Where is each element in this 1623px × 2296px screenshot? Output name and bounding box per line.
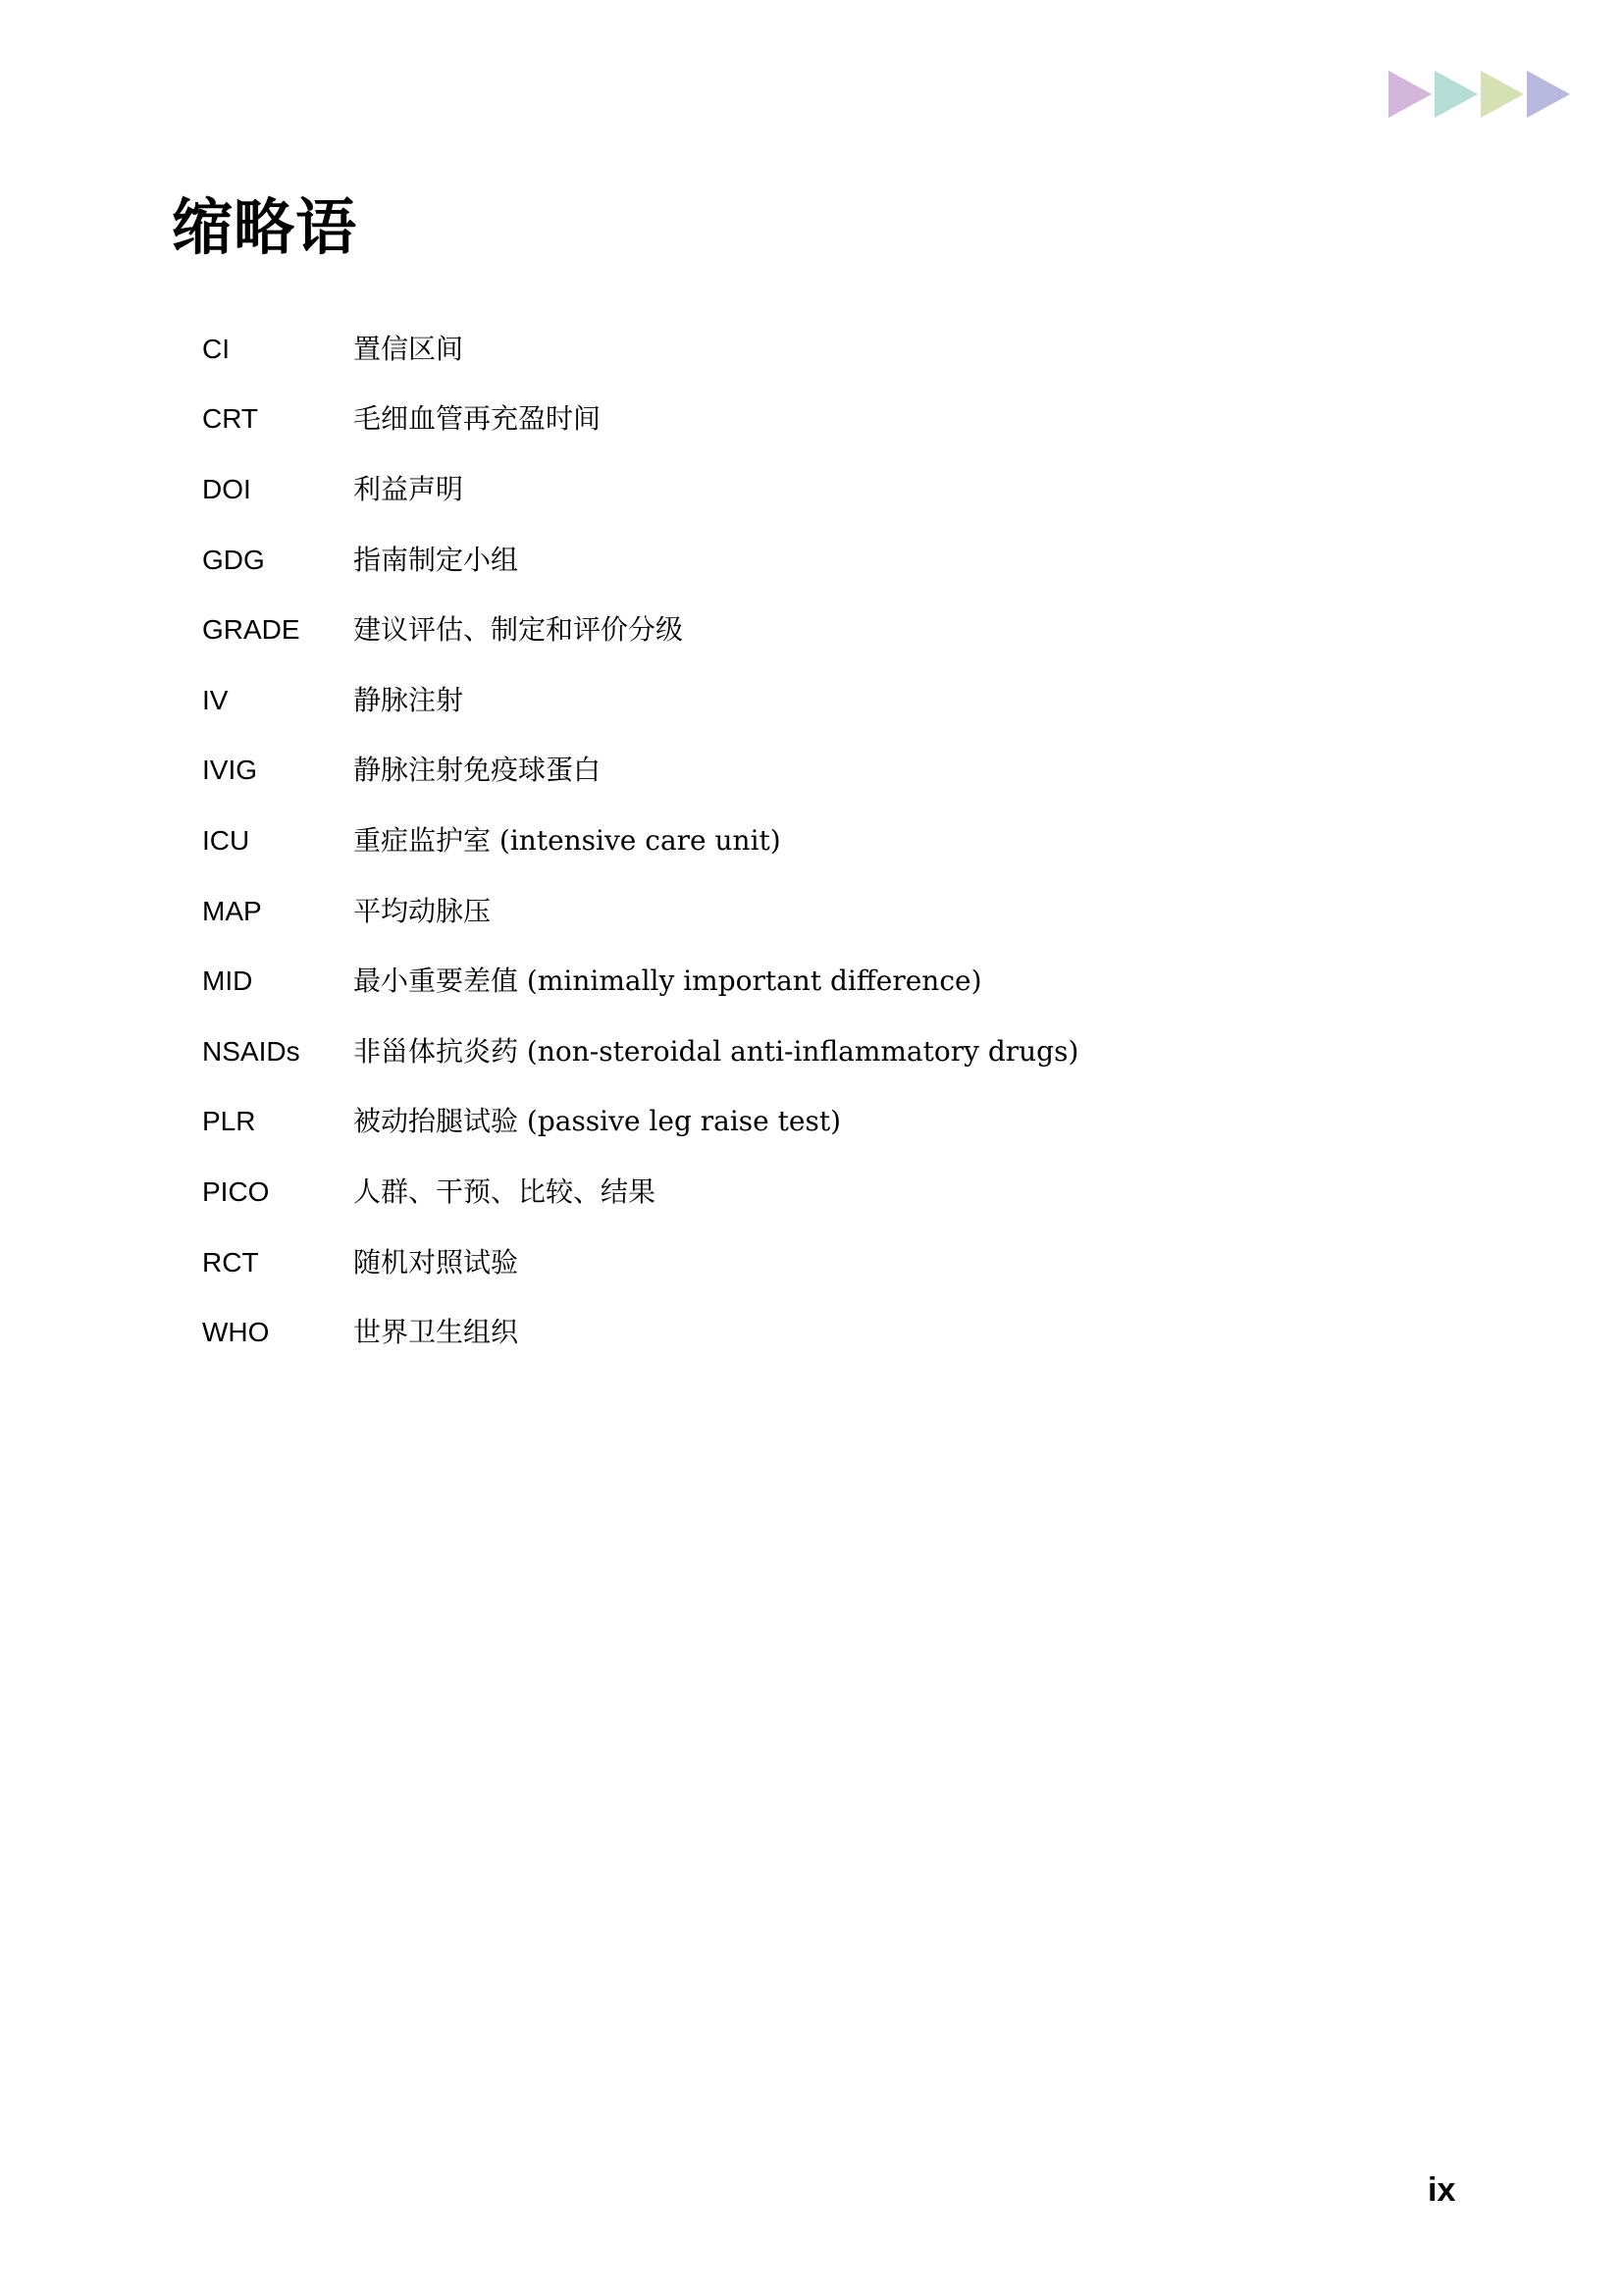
abbreviation-definition: 毛细血管再充盈时间 [353, 402, 602, 436]
abbreviation-term: DOI [202, 473, 251, 504]
abbreviation-definition: 指南制定小组 [353, 543, 519, 576]
abbreviation-definition: 重症监护室 (intensive care unit) [353, 823, 781, 857]
abbreviation-definition: 平均动脉压 [353, 894, 492, 927]
abbreviation-definition: 置信区间 [353, 332, 464, 365]
abbreviation-row-crt [202, 385, 1478, 455]
abbreviation-row-rct [202, 1227, 1478, 1298]
abbreviation-term: NSAIDs [202, 1035, 300, 1067]
abbreviation-row-mid [202, 946, 1478, 1017]
abbreviation-definition: 利益声明 [353, 472, 464, 505]
abbreviation-term: ICU [202, 824, 250, 856]
abbreviation-row-plr [202, 1087, 1478, 1158]
page-title: 缩略语 [172, 191, 358, 263]
abbreviation-term: GDG [202, 544, 265, 575]
abbreviation-row-map [202, 876, 1478, 947]
abbreviation-row-ivig [202, 736, 1478, 807]
abbreviation-definition: 随机对照试验 [353, 1245, 519, 1278]
abbreviation-definition: 人群、干预、比较、结果 [353, 1174, 656, 1208]
abbreviation-definition: 静脉注射 [353, 683, 464, 716]
page-number: ix [1428, 2171, 1456, 2209]
abbreviation-definition: 建议评估、制定和评价分级 [353, 613, 684, 647]
abbreviation-row-who [202, 1297, 1478, 1368]
abbreviation-term: MID [202, 965, 253, 997]
abbreviation-definition: 非甾体抗炎药 (non-steroidal anti-inflammatory drugs) [353, 1034, 1079, 1068]
abbreviation-row-pico [202, 1157, 1478, 1227]
abbreviation-list [202, 314, 1478, 1368]
abbreviation-definition: 世界卫生组织 [353, 1316, 519, 1349]
abbreviation-term: MAP [202, 895, 262, 926]
abbreviation-row-nsaids [202, 1017, 1478, 1087]
arrow-4-icon [1527, 71, 1570, 118]
arrow-1-icon [1388, 71, 1432, 118]
abbreviation-row-ci [202, 314, 1478, 385]
abbreviation-definition: 被动抬腿试验 (passive leg raise test) [353, 1105, 842, 1138]
abbreviation-row-grade [202, 595, 1478, 665]
abbreviation-row-iv [202, 665, 1478, 736]
abbreviation-term: CRT [202, 403, 259, 435]
abbreviation-term: PICO [202, 1175, 270, 1207]
arrow-2-icon [1435, 71, 1478, 118]
abbreviation-term: WHO [202, 1317, 270, 1348]
abbreviation-row-gdg [202, 525, 1478, 596]
abbreviation-row-icu [202, 806, 1478, 876]
abbreviation-term: PLR [202, 1106, 256, 1137]
abbreviation-definition: 静脉注射免疫球蛋白 [353, 754, 602, 787]
abbreviation-term: RCT [202, 1246, 259, 1278]
abbreviation-term: IVIG [202, 755, 258, 786]
abbreviation-term: CI [202, 333, 230, 364]
abbreviation-term: IV [202, 684, 229, 715]
abbreviation-definition: 最小重要差值 (minimally important difference) [353, 965, 982, 998]
abbreviation-row-doi [202, 454, 1478, 525]
abbreviation-term: GRADE [202, 614, 300, 646]
arrow-3-icon [1481, 71, 1524, 118]
decorative-arrows-icon [1388, 69, 1575, 120]
